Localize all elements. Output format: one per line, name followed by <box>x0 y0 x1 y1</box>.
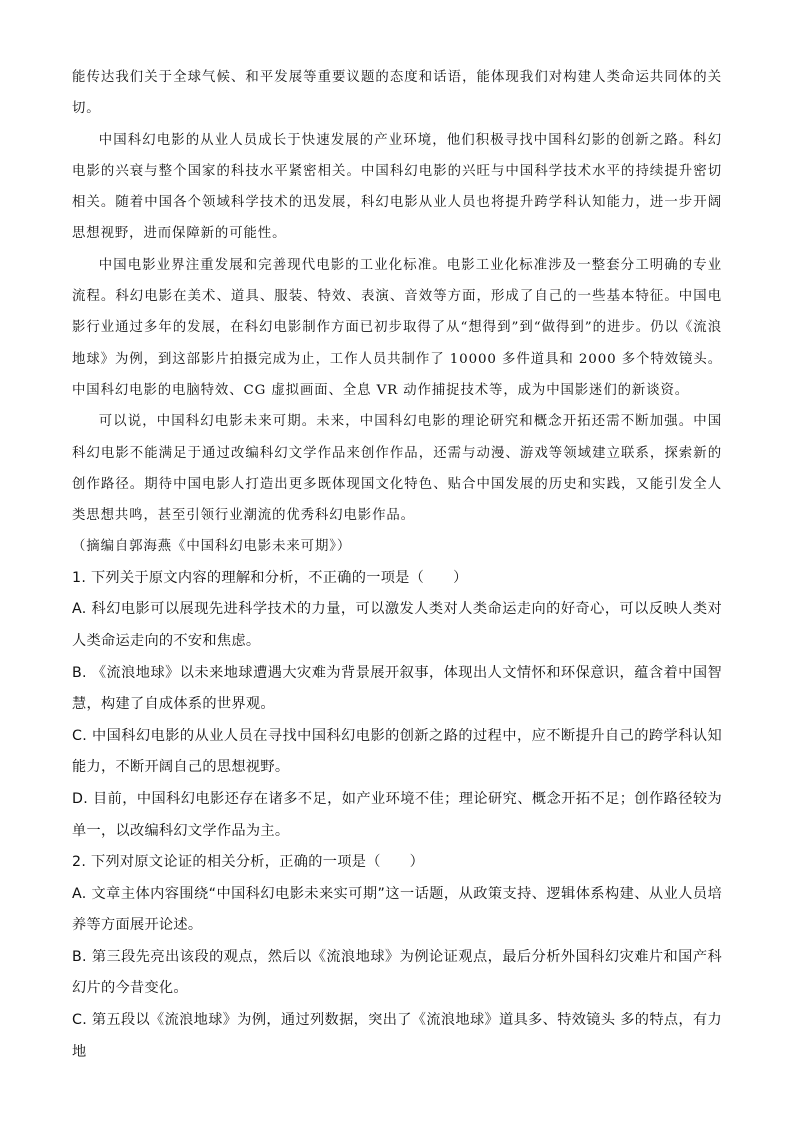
passage-paragraph: 可以说，中国科幻电影未来可期。未来，中国科幻电影的理论研究和概念开拓还需不断加强。中国科幻电影不能满足于通过改编科幻文学作品来创作作品，还需与动漫、游戏等领域建立联系，探索新的创作路径。期待中国电影人打造出更多既体现国文化特色、贴合中国发展的历史和实践，又能引发全人类思想共鸣，甚至引领行业潮流的优秀科幻电影作品。 <box>72 414 722 524</box>
passage-paragraph: 中国科幻电影的从业人员成长于快速发展的产业环境，他们积极寻找中国科幻影的创新之路。科幻电影的兴衰与整个国家的科技水平紧密相关。中国科幻电影的兴旺与中国科学技术水平的持续提升密切相关。随着中国各个领域科学技术的迅发展，科幻电影从业人员也将提升跨学科认知能力，进一步开阔思想视野，进而保障新的可能性。 <box>72 132 722 242</box>
question-option-c: C. 中国科幻电影的从业人员在寻找中国科幻电影的创新之路的过程中，应不断提升自己的跨学科认知能力，不断开阔自己的思想视野。 <box>72 727 722 776</box>
question-2 <box>72 847 722 1068</box>
question-option-a: A. 文章主体内容围绕“中国科幻电影未来实可期”这一话题，从政策支持、逻辑体系构建、从业人员培养等方面展开论述。 <box>72 885 722 934</box>
question-list <box>72 563 722 1069</box>
question-option-b: B. 《流浪地球》以未来地球遭遇大灾难为背景展开叙事，体现出人文情怀和环保意识，蕴含着中国智慧，构建了自成体系的世界观。 <box>72 664 722 713</box>
question-option-d: D. 目前，中国科幻电影还存在诸多不足，如产业环境不佳；理论研究、概念开拓不足；创作路径较为单一，以改编科幻文学作品为主。 <box>72 790 722 839</box>
passage <box>72 62 722 563</box>
question-option-b: B. 第三段先亮出该段的观点，然后以《流浪地球》为例论证观点，最后分析外国科幻灾难片和国产科幻片的今昔变化。 <box>72 948 722 997</box>
question-option-c: C. 第五段以《流浪地球》为例，通过列数据，突出了《流浪地球》道具多、特效镜头 多的特点，有力地 <box>72 1012 722 1060</box>
question-stem: 1. 下列关于原文内容的理解和分析，不正确的一项是（ ） <box>72 569 468 586</box>
question-option-a: A. 科幻电影可以展现先进科学技术的力量，可以激发人类对人类命运走向的好奇心，可以反映人类对人类命运走向的不安和焦虑。 <box>72 601 722 649</box>
question-1 <box>72 563 722 847</box>
passage-paragraph: 中国电影业界注重发展和完善现代电影的工业化标准。电影工业化标准涉及一整套分工明确的专业流程。科幻电影在美术、道具、服装、特效、表演、音效等方面，形成了自己的一些基本特征。中国电影行业通过多年的发展，在科幻电影制作方面已初步取得了从“想得到”到“做得到”的进步。仍以《流浪地球》为例，到这部影片拍摄完成为止，工作人员共制作了 10000 多件道具和 2000 多个特效镜头。中国科幻电影的电脑特效、CG 虚拟画面、全息 VR 动作捕捉技术等，成为中国影迷们的新谈资。 <box>72 257 722 398</box>
question-stem: 2. 下列对原文论证的相关分析，正确的一项是（ ） <box>72 854 425 871</box>
passage-source: （摘编自郭海燕《中国科幻电影未来可期》） <box>72 539 352 555</box>
passage-paragraph: 能传达我们关于全球气候、和平发展等重要议题的态度和话语，能体现我们对构建人类命运共同体的关切。 <box>72 70 722 117</box>
